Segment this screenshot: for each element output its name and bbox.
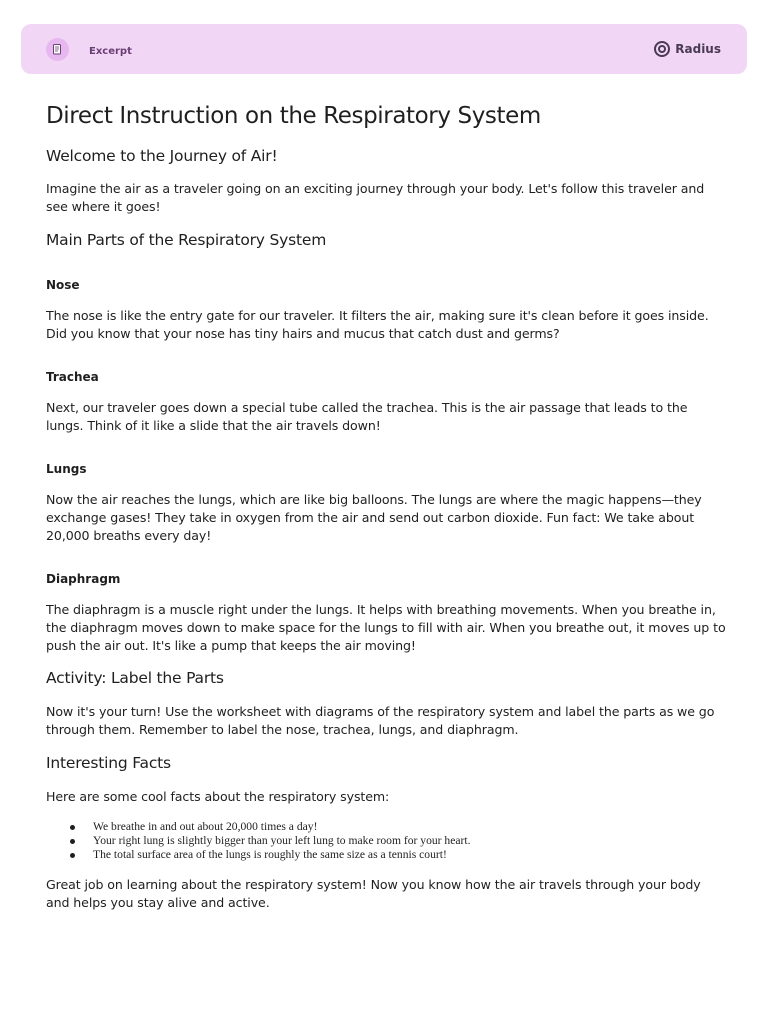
part-text-nose: The nose is like the entry gate for our traveler. It filters the air, making sure it's clean before it goes inside. Did you know that your nose has tiny hairs and mucus that catch dust and germs? xyxy=(46,308,709,341)
parts-heading: Main Parts of the Respiratory System xyxy=(46,231,327,249)
part-text-lungs: Now the air reaches the lungs, which are like big balloons. The lungs are where the magic happens—they exchange gases! They take in oxygen from the air and send out carbon dioxide. Fun fact: We take about 20,000 breaths every day! xyxy=(46,492,702,543)
bullet-icon xyxy=(70,853,75,858)
activity-heading: Activity: Label the Parts xyxy=(46,669,224,687)
page-title: Direct Instruction on the Respiratory System xyxy=(46,103,541,129)
activity-paragraph: Now it's your turn! Use the worksheet with diagrams of the respiratory system and label the parts as we go through them. Remember to label the nose, trachea, lungs, and diaphragm. xyxy=(46,704,715,737)
list-item xyxy=(46,848,726,862)
document-icon xyxy=(46,38,69,61)
bullet-icon xyxy=(70,839,75,844)
part-text-trachea: Next, our traveler goes down a special tube called the trachea. This is the air passage that leads to the lungs. Think of it like a slide that the air travels down! xyxy=(46,400,688,433)
part-heading-lungs: Lungs xyxy=(46,462,87,476)
closing-paragraph: Great job on learning about the respiratory system! Now you know how the air travels through your body and helps you stay alive and active. xyxy=(46,877,701,910)
brand-logo xyxy=(653,40,721,58)
part-heading-trachea: Trachea xyxy=(46,370,99,384)
radius-logo-icon xyxy=(653,40,671,58)
part-heading-diaphragm: Diaphragm xyxy=(46,572,121,586)
list-item xyxy=(46,820,726,834)
part-text-diaphragm: The diaphragm is a muscle right under the lungs. It helps with breathing movements. When you breathe in, the diaphragm moves down to make space for the lungs to fill with air. When you breathe out, it moves up to push the air out. It's like a pump that keeps the air moving! xyxy=(46,602,726,653)
list-item xyxy=(46,834,726,848)
welcome-paragraph: Imagine the air as a traveler going on an exciting journey through your body. Let's follow this traveler and see where it goes! xyxy=(46,181,705,214)
facts-heading: Interesting Facts xyxy=(46,754,171,772)
fact-text: The total surface area of the lungs is roughly the same size as a tennis court! xyxy=(93,848,447,861)
fact-text: Your right lung is slightly bigger than your left lung to make room for your heart. xyxy=(93,834,471,847)
bullet-icon xyxy=(70,825,75,830)
part-heading-nose: Nose xyxy=(46,278,80,292)
facts-intro: Here are some cool facts about the respiratory system: xyxy=(46,789,390,804)
facts-list xyxy=(46,820,726,862)
excerpt-label: Excerpt xyxy=(89,46,132,57)
welcome-heading: Welcome to the Journey of Air! xyxy=(46,147,278,165)
excerpt-header-bar xyxy=(21,24,747,74)
brand-name: Radius xyxy=(675,42,721,56)
fact-text: We breathe in and out about 20,000 times a day! xyxy=(93,820,318,833)
